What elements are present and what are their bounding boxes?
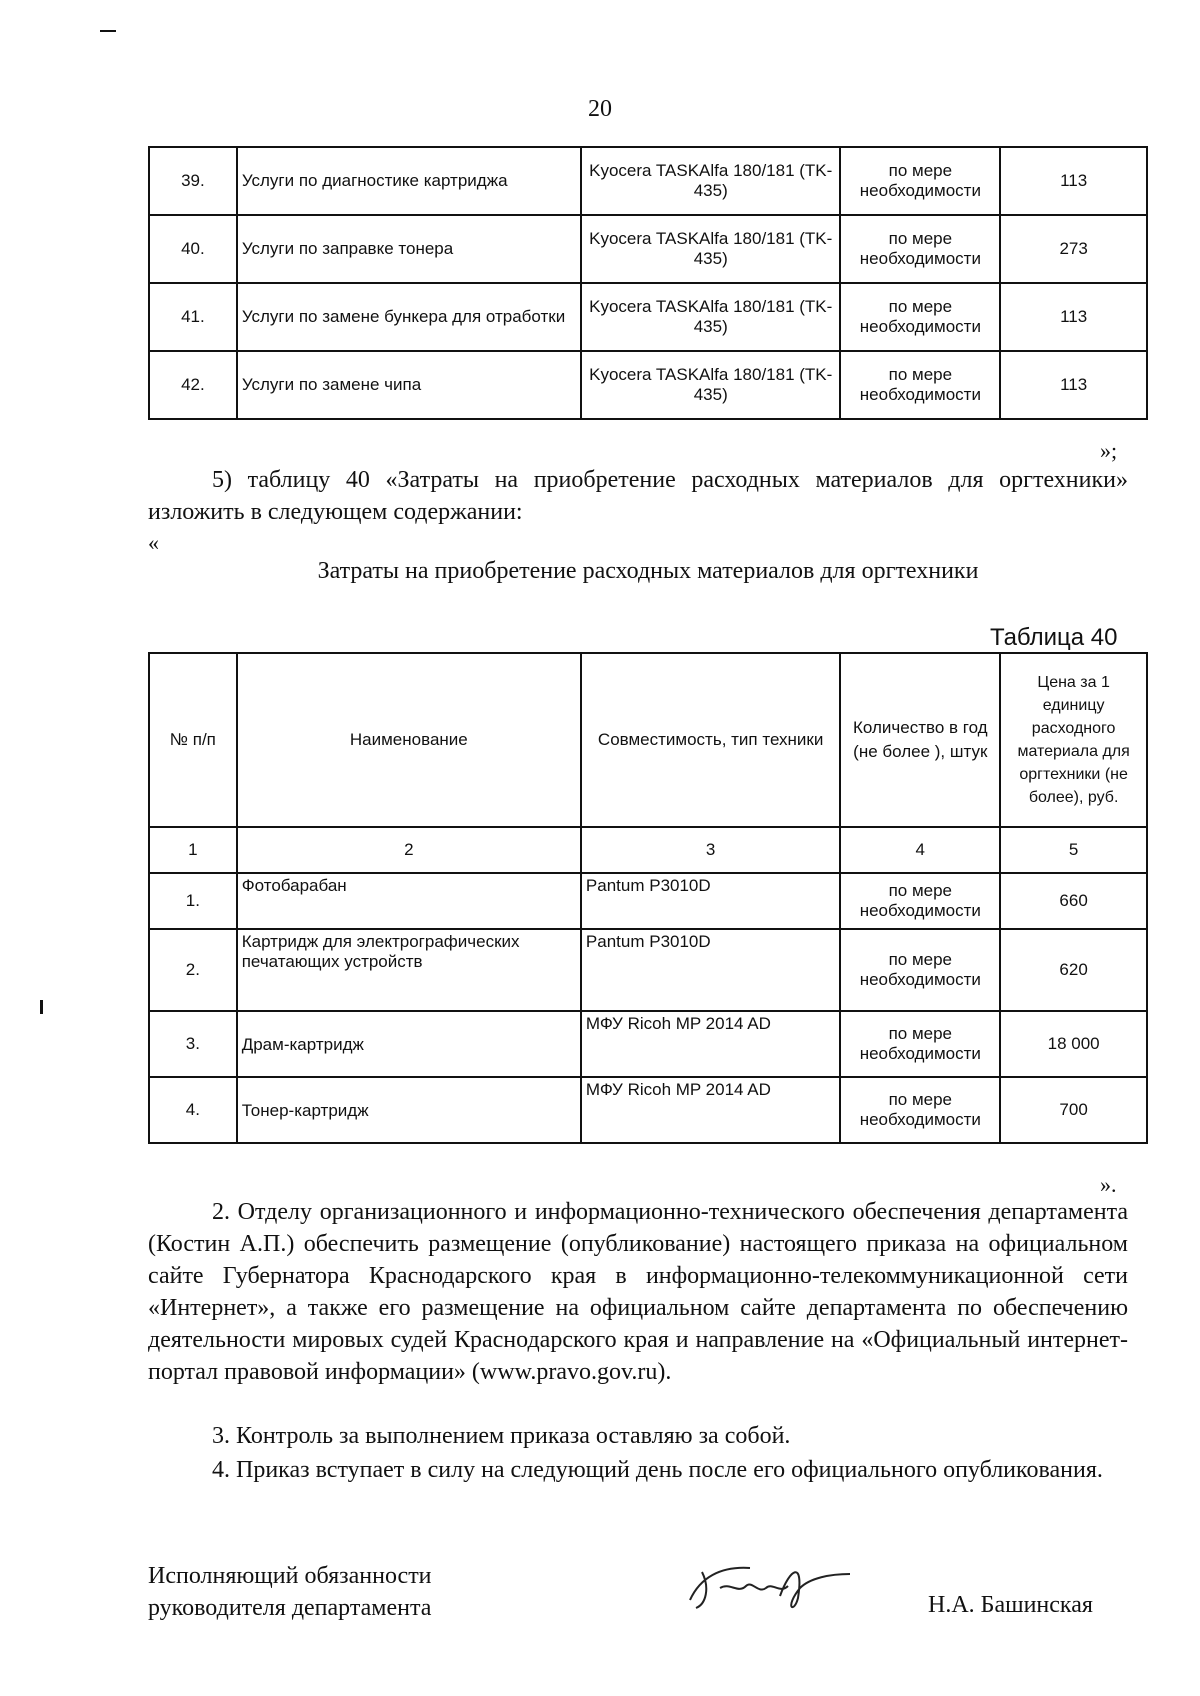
row-price: 113 — [1000, 283, 1147, 351]
column-numbers-row — [149, 827, 1147, 873]
table-row — [149, 1011, 1147, 1077]
row-compat: Kyocera TASKAlfa 180/181 (TK-435) — [581, 215, 840, 283]
row-price: 700 — [1000, 1077, 1147, 1143]
col-number-3: 3 — [581, 827, 840, 873]
row-name: Услуги по замене бункера для отработки — [237, 283, 581, 351]
row-price: 113 — [1000, 147, 1147, 215]
table-title: Затраты на приобретение расходных материалов для оргтехники — [317, 558, 979, 584]
signature-name: Н.А. Башинская — [928, 1592, 1093, 1618]
row-qty: по мере необходимости — [840, 215, 1000, 283]
item-5-paragraph: 5) таблицу 40 «Затраты на приобретение расходных материалов для оргтехники» изложить в следующем содержании: — [148, 467, 1128, 525]
header-name: Наименование — [237, 653, 581, 827]
paragraph-3: 3. Контроль за выполнением приказа оставляю за собой. — [212, 1423, 791, 1449]
closing-quote: »; — [1100, 438, 1118, 463]
row-price: 18 000 — [1000, 1011, 1147, 1077]
row-qty: по мере необходимости — [840, 351, 1000, 419]
row-price: 113 — [1000, 351, 1147, 419]
row-qty: по мере необходимости — [840, 929, 1000, 1011]
signature-position-line-1: Исполняющий обязанности — [148, 1563, 432, 1589]
row-name: Фотобарабан — [237, 873, 581, 929]
signature-position — [148, 1560, 432, 1624]
col-number-5: 5 — [1000, 827, 1147, 873]
table-row — [149, 215, 1147, 283]
row-qty: по мере необходимости — [840, 873, 1000, 929]
header-compat: Совместимость, тип техники — [581, 653, 840, 827]
row-name: Картридж для электрографических печатающих устройств — [237, 929, 581, 1011]
table-row — [149, 351, 1147, 419]
top-table — [148, 146, 1148, 420]
header-number: № п/п — [149, 653, 237, 827]
scan-mark — [100, 30, 116, 32]
header-price: Цена за 1 единицу расходного материала для оргтехники (не более), руб. — [1000, 653, 1147, 827]
table-row — [149, 873, 1147, 929]
row-name: Драм-картридж — [237, 1011, 581, 1077]
signature-position-line-2: руководителя департамента — [148, 1595, 432, 1621]
row-compat: Pantum P3010D — [581, 929, 840, 1011]
table-header-row — [149, 653, 1147, 827]
row-number: 39. — [149, 147, 237, 215]
header-qty: Количество в год (не более ), штук — [840, 653, 1000, 827]
row-compat: Kyocera TASKAlfa 180/181 (TK-435) — [581, 147, 840, 215]
row-number: 40. — [149, 215, 237, 283]
row-qty: по мере необходимости — [840, 1077, 1000, 1143]
table-row — [149, 147, 1147, 215]
scan-mark — [40, 1000, 43, 1014]
paragraph-4: 4. Приказ вступает в силу на следующий день после его официального опубликования. — [212, 1457, 1103, 1483]
page-number: 20 — [588, 96, 612, 122]
table-label: Таблица 40 — [990, 624, 1118, 651]
row-compat: Kyocera TASKAlfa 180/181 (TK-435) — [581, 283, 840, 351]
row-number: 3. — [149, 1011, 237, 1077]
col-number-4: 4 — [840, 827, 1000, 873]
table-row — [149, 929, 1147, 1011]
handwritten-signature — [680, 1548, 860, 1618]
row-qty: по мере необходимости — [840, 147, 1000, 215]
row-compat: Kyocera TASKAlfa 180/181 (TK-435) — [581, 351, 840, 419]
row-number: 4. — [149, 1077, 237, 1143]
row-number: 2. — [149, 929, 237, 1011]
col-number-2: 2 — [237, 827, 581, 873]
row-name: Услуги по замене чипа — [237, 351, 581, 419]
row-qty: по мере необходимости — [840, 283, 1000, 351]
row-price: 660 — [1000, 873, 1147, 929]
row-compat: Pantum P3010D — [581, 873, 840, 929]
row-name: Услуги по диагностике картриджа — [237, 147, 581, 215]
row-name: Услуги по заправке тонера — [237, 215, 581, 283]
row-qty: по мере необходимости — [840, 1011, 1000, 1077]
row-number: 41. — [149, 283, 237, 351]
table-row — [149, 283, 1147, 351]
row-price: 273 — [1000, 215, 1147, 283]
row-name: Тонер-картридж — [237, 1077, 581, 1143]
table-40 — [148, 652, 1148, 1144]
paragraph-2: 2. Отделу организационного и информационно-технического обеспечения департамента (Костин А.П.) обеспечить размещение (опубликование) настоящего приказа на официальном сайте Губернатора Краснодарского края в информационно-телекоммуникационной сети «Интернет», а также его размещение на официальном сайте департамента по обеспечению деятельности мировых судей Краснодарского края и направление на «Официальный интернет-портал правовой информации» (www.pravo.gov.ru). — [148, 1199, 1128, 1385]
col-number-1: 1 — [149, 827, 237, 873]
open-quote: « — [148, 530, 159, 555]
row-compat: МФУ Ricoh MP 2014 AD — [581, 1077, 840, 1143]
row-number: 1. — [149, 873, 237, 929]
row-price: 620 — [1000, 929, 1147, 1011]
row-number: 42. — [149, 351, 237, 419]
table-row — [149, 1077, 1147, 1143]
closing-quote: ». — [1100, 1172, 1117, 1197]
row-compat: МФУ Ricoh MP 2014 AD — [581, 1011, 840, 1077]
